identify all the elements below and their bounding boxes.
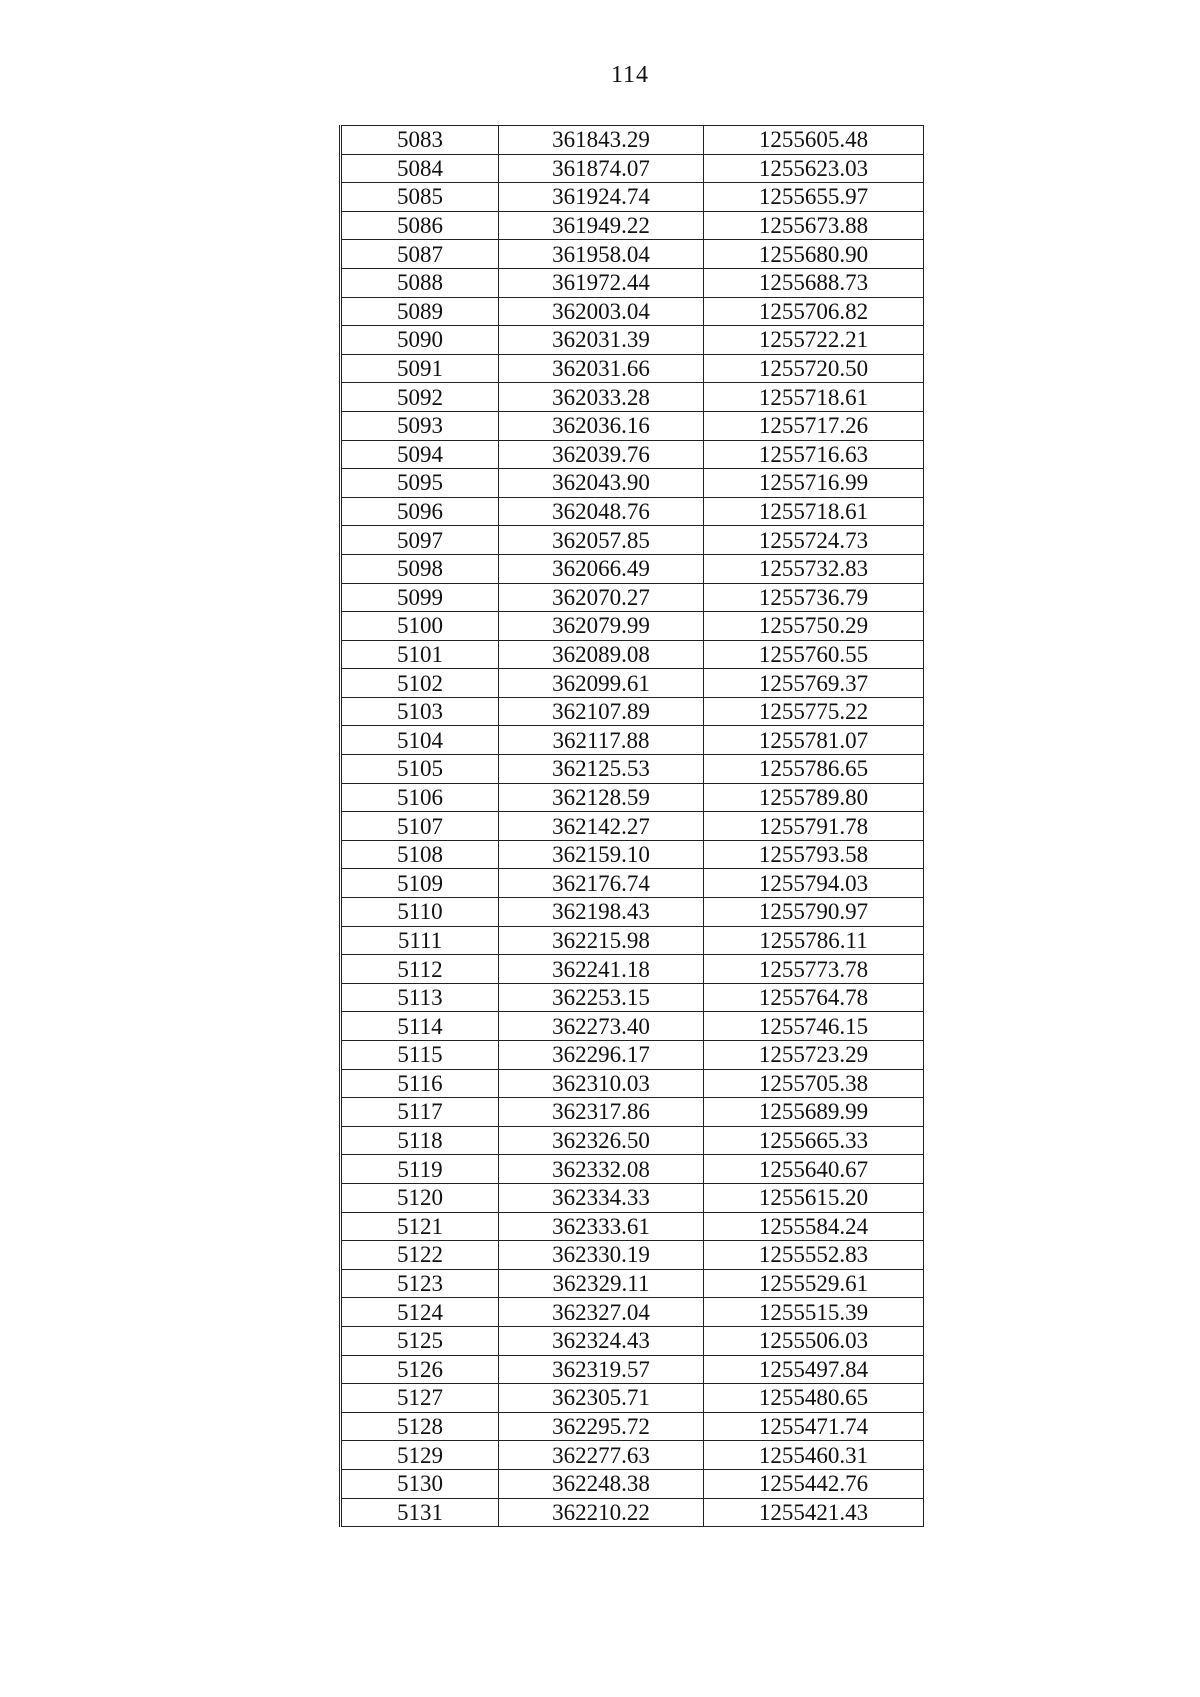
x-coordinate-cell: 362048.76	[499, 497, 704, 526]
y-coordinate-cell: 1255529.61	[704, 1269, 924, 1298]
y-coordinate-cell: 1255623.03	[704, 154, 924, 183]
x-coordinate-cell: 361972.44	[499, 268, 704, 297]
table-row	[341, 1041, 924, 1070]
x-coordinate-cell: 362099.61	[499, 669, 704, 698]
y-coordinate-cell: 1255655.97	[704, 183, 924, 212]
x-coordinate-cell: 362033.28	[499, 383, 704, 412]
x-coordinate-cell: 362248.38	[499, 1469, 704, 1498]
x-coordinate-cell: 361843.29	[499, 126, 704, 155]
y-coordinate-cell: 1255688.73	[704, 268, 924, 297]
y-coordinate-cell: 1255750.29	[704, 612, 924, 641]
y-coordinate-cell: 1255773.78	[704, 955, 924, 984]
table-row	[341, 154, 924, 183]
x-coordinate-cell: 361958.04	[499, 240, 704, 269]
y-coordinate-cell: 1255460.31	[704, 1441, 924, 1470]
point-number-cell: 5118	[341, 1126, 499, 1155]
y-coordinate-cell: 1255421.43	[704, 1498, 924, 1527]
x-coordinate-cell: 362198.43	[499, 898, 704, 927]
x-coordinate-cell: 362031.39	[499, 326, 704, 355]
point-number-cell: 5097	[341, 526, 499, 555]
y-coordinate-cell: 1255717.26	[704, 411, 924, 440]
table-row	[341, 1326, 924, 1355]
y-coordinate-cell: 1255680.90	[704, 240, 924, 269]
point-number-cell: 5120	[341, 1183, 499, 1212]
table-row	[341, 326, 924, 355]
x-coordinate-cell: 362125.53	[499, 755, 704, 784]
point-number-cell: 5106	[341, 783, 499, 812]
point-number-cell: 5123	[341, 1269, 499, 1298]
table-row	[341, 697, 924, 726]
point-number-cell: 5104	[341, 726, 499, 755]
point-number-cell: 5112	[341, 955, 499, 984]
point-number-cell: 5124	[341, 1298, 499, 1327]
x-coordinate-cell: 362327.04	[499, 1298, 704, 1327]
table-row	[341, 726, 924, 755]
y-coordinate-cell: 1255794.03	[704, 869, 924, 898]
point-number-cell: 5130	[341, 1469, 499, 1498]
y-coordinate-cell: 1255640.67	[704, 1155, 924, 1184]
table-row	[341, 1183, 924, 1212]
x-coordinate-cell: 362159.10	[499, 840, 704, 869]
point-number-cell: 5122	[341, 1241, 499, 1270]
point-number-cell: 5092	[341, 383, 499, 412]
y-coordinate-cell: 1255718.61	[704, 383, 924, 412]
table-row	[341, 898, 924, 927]
y-coordinate-cell: 1255746.15	[704, 1012, 924, 1041]
point-number-cell: 5102	[341, 669, 499, 698]
x-coordinate-cell: 362277.63	[499, 1441, 704, 1470]
y-coordinate-cell: 1255775.22	[704, 697, 924, 726]
y-coordinate-cell: 1255673.88	[704, 211, 924, 240]
point-number-cell: 5131	[341, 1498, 499, 1527]
table-row	[341, 526, 924, 555]
table-row	[341, 1212, 924, 1241]
table-row	[341, 1498, 924, 1527]
x-coordinate-cell: 362295.72	[499, 1412, 704, 1441]
x-coordinate-cell: 362215.98	[499, 926, 704, 955]
y-coordinate-cell: 1255724.73	[704, 526, 924, 555]
point-number-cell: 5105	[341, 755, 499, 784]
table-row	[341, 268, 924, 297]
y-coordinate-cell: 1255760.55	[704, 640, 924, 669]
x-coordinate-cell: 362273.40	[499, 1012, 704, 1041]
table-row	[341, 583, 924, 612]
y-coordinate-cell: 1255786.11	[704, 926, 924, 955]
y-coordinate-cell: 1255718.61	[704, 497, 924, 526]
table-row	[341, 1441, 924, 1470]
x-coordinate-cell: 362070.27	[499, 583, 704, 612]
x-coordinate-cell: 362176.74	[499, 869, 704, 898]
x-coordinate-cell: 362330.19	[499, 1241, 704, 1270]
y-coordinate-cell: 1255720.50	[704, 354, 924, 383]
x-coordinate-cell: 362326.50	[499, 1126, 704, 1155]
y-coordinate-cell: 1255442.76	[704, 1469, 924, 1498]
x-coordinate-cell: 362329.11	[499, 1269, 704, 1298]
y-coordinate-cell: 1255793.58	[704, 840, 924, 869]
x-coordinate-cell: 362117.88	[499, 726, 704, 755]
point-number-cell: 5089	[341, 297, 499, 326]
table-row	[341, 1384, 924, 1413]
point-number-cell: 5117	[341, 1098, 499, 1127]
table-row	[341, 126, 924, 155]
point-number-cell: 5116	[341, 1069, 499, 1098]
table-row	[341, 411, 924, 440]
x-coordinate-cell: 362210.22	[499, 1498, 704, 1527]
point-number-cell: 5103	[341, 697, 499, 726]
y-coordinate-cell: 1255471.74	[704, 1412, 924, 1441]
x-coordinate-cell: 362253.15	[499, 983, 704, 1012]
point-number-cell: 5109	[341, 869, 499, 898]
y-coordinate-cell: 1255665.33	[704, 1126, 924, 1155]
point-number-cell: 5129	[341, 1441, 499, 1470]
table-row	[341, 1412, 924, 1441]
x-coordinate-cell: 362241.18	[499, 955, 704, 984]
y-coordinate-cell: 1255781.07	[704, 726, 924, 755]
x-coordinate-cell: 362003.04	[499, 297, 704, 326]
table-row	[341, 211, 924, 240]
table-row	[341, 1469, 924, 1498]
table-row	[341, 383, 924, 412]
y-coordinate-cell: 1255515.39	[704, 1298, 924, 1327]
y-coordinate-cell: 1255786.65	[704, 755, 924, 784]
y-coordinate-cell: 1255791.78	[704, 812, 924, 841]
table-row	[341, 783, 924, 812]
y-coordinate-cell: 1255723.29	[704, 1041, 924, 1070]
x-coordinate-cell: 362319.57	[499, 1355, 704, 1384]
x-coordinate-cell: 362310.03	[499, 1069, 704, 1098]
table-row	[341, 612, 924, 641]
table-row	[341, 469, 924, 498]
x-coordinate-cell: 362066.49	[499, 554, 704, 583]
point-number-cell: 5100	[341, 612, 499, 641]
table-row	[341, 440, 924, 469]
table-row	[341, 1098, 924, 1127]
point-number-cell: 5098	[341, 554, 499, 583]
table-row	[341, 354, 924, 383]
table-row	[341, 955, 924, 984]
table-row	[341, 840, 924, 869]
point-number-cell: 5083	[341, 126, 499, 155]
point-number-cell: 5127	[341, 1384, 499, 1413]
x-coordinate-cell: 362057.85	[499, 526, 704, 555]
y-coordinate-cell: 1255689.99	[704, 1098, 924, 1127]
y-coordinate-cell: 1255497.84	[704, 1355, 924, 1384]
table-row	[341, 1069, 924, 1098]
point-number-cell: 5084	[341, 154, 499, 183]
point-number-cell: 5115	[341, 1041, 499, 1070]
point-number-cell: 5119	[341, 1155, 499, 1184]
x-coordinate-cell: 362036.16	[499, 411, 704, 440]
y-coordinate-cell: 1255716.99	[704, 469, 924, 498]
point-number-cell: 5095	[341, 469, 499, 498]
table-row	[341, 1155, 924, 1184]
table-row	[341, 926, 924, 955]
table-row	[341, 1241, 924, 1270]
x-coordinate-cell: 362317.86	[499, 1098, 704, 1127]
point-number-cell: 5125	[341, 1326, 499, 1355]
x-coordinate-cell: 361924.74	[499, 183, 704, 212]
x-coordinate-cell: 362324.43	[499, 1326, 704, 1355]
table-row	[341, 497, 924, 526]
point-number-cell: 5121	[341, 1212, 499, 1241]
point-number-cell: 5094	[341, 440, 499, 469]
y-coordinate-cell: 1255769.37	[704, 669, 924, 698]
x-coordinate-cell: 362031.66	[499, 354, 704, 383]
table-row	[341, 1298, 924, 1327]
page-number: 114	[610, 62, 650, 88]
y-coordinate-cell: 1255722.21	[704, 326, 924, 355]
x-coordinate-cell: 362332.08	[499, 1155, 704, 1184]
table-row	[341, 554, 924, 583]
point-number-cell: 5093	[341, 411, 499, 440]
table-row	[341, 183, 924, 212]
x-coordinate-cell: 362079.99	[499, 612, 704, 641]
point-number-cell: 5111	[341, 926, 499, 955]
point-number-cell: 5088	[341, 268, 499, 297]
y-coordinate-cell: 1255789.80	[704, 783, 924, 812]
coordinates-table	[339, 125, 924, 1527]
y-coordinate-cell: 1255584.24	[704, 1212, 924, 1241]
x-coordinate-cell: 362296.17	[499, 1041, 704, 1070]
table-row	[341, 1012, 924, 1041]
x-coordinate-cell: 362039.76	[499, 440, 704, 469]
y-coordinate-cell: 1255552.83	[704, 1241, 924, 1270]
point-number-cell: 5114	[341, 1012, 499, 1041]
coordinates-table-body	[341, 126, 924, 1527]
table-row	[341, 812, 924, 841]
point-number-cell: 5086	[341, 211, 499, 240]
y-coordinate-cell: 1255706.82	[704, 297, 924, 326]
table-row	[341, 869, 924, 898]
y-coordinate-cell: 1255736.79	[704, 583, 924, 612]
table-row	[341, 755, 924, 784]
y-coordinate-cell: 1255705.38	[704, 1069, 924, 1098]
point-number-cell: 5110	[341, 898, 499, 927]
x-coordinate-cell: 362089.08	[499, 640, 704, 669]
table-row	[341, 983, 924, 1012]
point-number-cell: 5090	[341, 326, 499, 355]
point-number-cell: 5087	[341, 240, 499, 269]
y-coordinate-cell: 1255764.78	[704, 983, 924, 1012]
y-coordinate-cell: 1255732.83	[704, 554, 924, 583]
x-coordinate-cell: 362305.71	[499, 1384, 704, 1413]
point-number-cell: 5091	[341, 354, 499, 383]
point-number-cell: 5107	[341, 812, 499, 841]
table-row	[341, 669, 924, 698]
x-coordinate-cell: 362334.33	[499, 1183, 704, 1212]
point-number-cell: 5128	[341, 1412, 499, 1441]
y-coordinate-cell: 1255506.03	[704, 1326, 924, 1355]
point-number-cell: 5085	[341, 183, 499, 212]
y-coordinate-cell: 1255716.63	[704, 440, 924, 469]
x-coordinate-cell: 362142.27	[499, 812, 704, 841]
point-number-cell: 5099	[341, 583, 499, 612]
point-number-cell: 5096	[341, 497, 499, 526]
point-number-cell: 5113	[341, 983, 499, 1012]
x-coordinate-cell: 361874.07	[499, 154, 704, 183]
y-coordinate-cell: 1255615.20	[704, 1183, 924, 1212]
table-row	[341, 1269, 924, 1298]
x-coordinate-cell: 362043.90	[499, 469, 704, 498]
y-coordinate-cell: 1255790.97	[704, 898, 924, 927]
point-number-cell: 5126	[341, 1355, 499, 1384]
table-row	[341, 240, 924, 269]
table-row	[341, 1355, 924, 1384]
table-row	[341, 297, 924, 326]
x-coordinate-cell: 361949.22	[499, 211, 704, 240]
table-row	[341, 1126, 924, 1155]
point-number-cell: 5108	[341, 840, 499, 869]
x-coordinate-cell: 362128.59	[499, 783, 704, 812]
table-row	[341, 640, 924, 669]
x-coordinate-cell: 362107.89	[499, 697, 704, 726]
x-coordinate-cell: 362333.61	[499, 1212, 704, 1241]
y-coordinate-cell: 1255605.48	[704, 126, 924, 155]
y-coordinate-cell: 1255480.65	[704, 1384, 924, 1413]
point-number-cell: 5101	[341, 640, 499, 669]
